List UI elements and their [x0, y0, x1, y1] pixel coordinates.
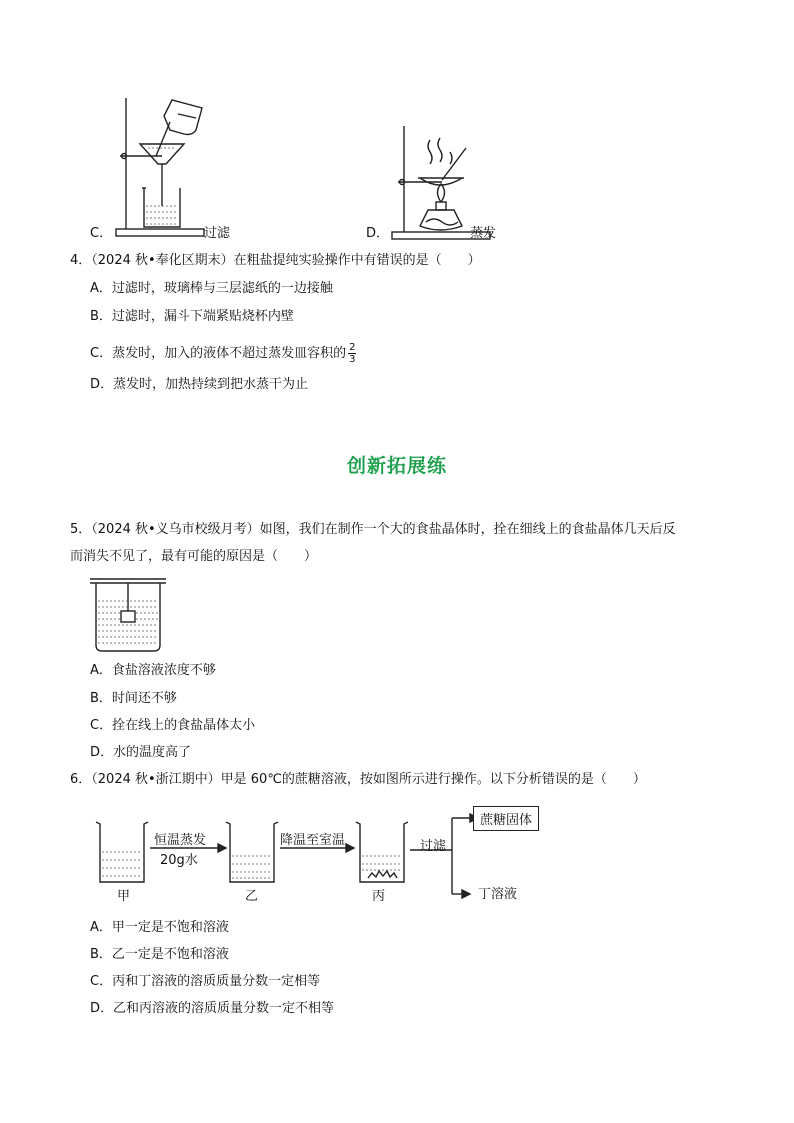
- question-6-stem: 6．（2024 秋•浙江期中）甲是 60℃的蔗糖溶液，按如图所示进行操作。以下分析错误的是（ ）: [70, 772, 646, 787]
- option-c-label: 过滤: [204, 226, 231, 241]
- step1-top-label: 恒温蒸发: [154, 833, 207, 848]
- question-5-stem-line1: 5．（2024 秋•义乌市校级月考）如图，我们在制作一个大的食盐晶体时，拴在细线上的食盐晶体几天后反: [70, 522, 676, 537]
- q4-option-b: B．过滤时，漏斗下端紧贴烧杯内壁: [90, 309, 294, 324]
- option-c-letter: C．: [90, 226, 113, 241]
- q4-option-a: A．过滤时，玻璃棒与三层滤纸的一边接触: [90, 281, 333, 296]
- salt-crystal-beaker-image: [88, 575, 168, 655]
- q6-option-d: D．乙和丙溶液的溶质质量分数一定不相等: [90, 1001, 335, 1016]
- q6-option-b: B．乙一定是不饱和溶液: [90, 947, 229, 962]
- filtration-apparatus-image: [112, 94, 222, 244]
- q6-option-c: C．丙和丁溶液的溶质质量分数一定相等: [90, 974, 321, 989]
- evaporation-apparatus-image: [390, 122, 500, 242]
- beaker-2-label: 乙: [245, 889, 259, 904]
- question-5-stem-line2: 而消失不见了，最有可能的原因是（ ）: [70, 549, 318, 564]
- fraction-numerator: 2: [349, 342, 356, 353]
- beaker-3-label: 丙: [372, 889, 386, 904]
- step3-label: 过滤: [420, 839, 447, 854]
- result-liquid-label: 丁溶液: [478, 887, 518, 902]
- q6-option-a: A．甲一定是不饱和溶液: [90, 920, 229, 935]
- fraction-denominator: 3: [349, 354, 356, 365]
- q5-option-b: B．时间还不够: [90, 691, 177, 706]
- q4-option-c-text: C．蒸发时，加入的液体不超过蒸发皿容积的: [90, 346, 347, 361]
- question-4-stem: 4．（2024 秋•奉化区期末）在粗盐提纯实验操作中有错误的是（ ）: [70, 253, 481, 268]
- q4-option-c: [90, 342, 356, 365]
- q5-option-c: C．拴在线上的食盐晶体太小: [90, 718, 256, 733]
- q4-option-d: D．蒸发时，加热持续到把水蒸干为止: [90, 377, 309, 392]
- option-d-letter: D．: [366, 226, 390, 241]
- option-d-label: 蒸发: [470, 226, 497, 241]
- result-solid-box: 蔗糖固体: [473, 806, 539, 831]
- step1-bottom-label: 20g水: [160, 853, 198, 868]
- step2-label: 降温至室温: [280, 833, 346, 848]
- q5-option-a: A．食盐溶液浓度不够: [90, 663, 216, 678]
- section-title: 创新拓展练: [346, 455, 447, 477]
- beaker-1-label: 甲: [117, 889, 131, 904]
- fraction-two-thirds: [348, 342, 356, 365]
- q5-option-d: D．水的温度高了: [90, 745, 192, 760]
